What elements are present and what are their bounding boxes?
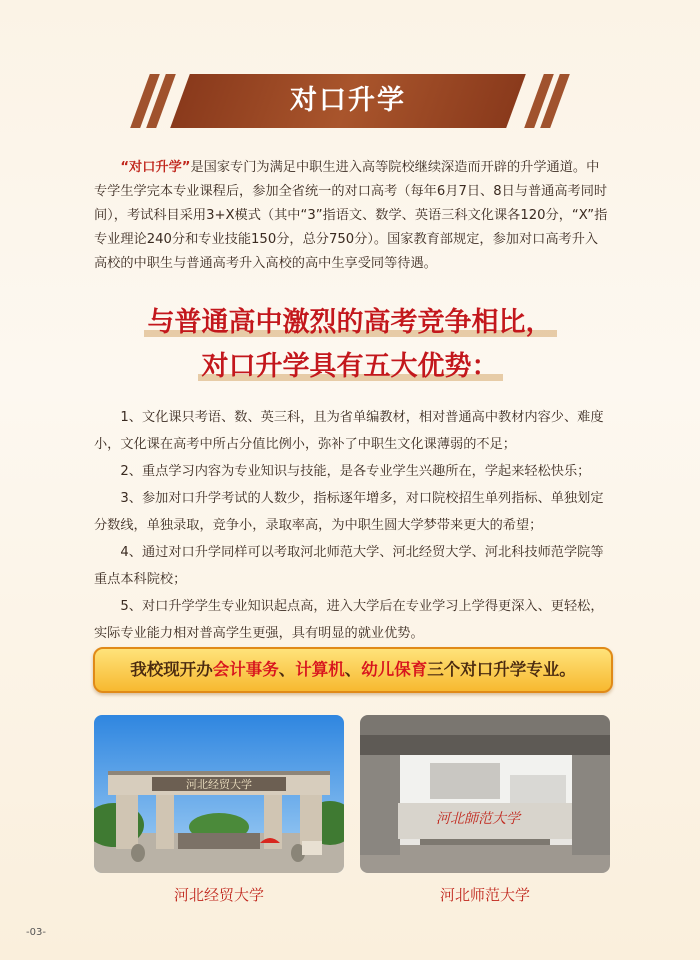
intro-paragraph <box>94 156 610 276</box>
advantage-item: 2、重点学习内容为专业知识与技能，是各专业学生兴趣所在，学起来轻松快乐； <box>120 464 591 479</box>
headline-text-2: 对口升学具有五大优势： <box>198 344 503 383</box>
majors-separator: 、 <box>344 660 362 679</box>
title-banner <box>140 74 560 128</box>
advantage-item: 5、对口升学学生专业知识起点高，进入大学后在专业学习上学得更深入、更轻松，实际专业能力相对普高学生更强，具有明显的就业优势。 <box>94 599 604 641</box>
advantage-item: 1、文化课只考语、数、英三科，且为省单编教材，相对普通高中教材内容少、难度小，文化课在高考中所占分值比例小，弥补了中职生文化课薄弱的不足； <box>94 410 604 452</box>
advantage-item: 3、参加对口升学考试的人数少，指标逐年增多，对口院校招生单列指标、单独划定分数线，单独录取，竞争小，录取率高，为中职生圆大学梦带来更大的希望； <box>94 491 604 533</box>
photo-caption: 河北经贸大学 <box>173 886 264 904</box>
photo-hebei-economics-university <box>94 715 344 873</box>
majors-separator: 、 <box>278 660 296 679</box>
headline-line-2 <box>0 344 700 383</box>
major-childcare: 幼儿保育 <box>361 660 428 679</box>
headline-text-1: 与普通高中激烈的高考竞争相比， <box>144 300 557 339</box>
advantages-list <box>94 404 610 647</box>
gate-sign-text: 河北師范大学 <box>436 811 520 827</box>
university-gate-illustration <box>94 715 344 873</box>
intro-text: 是国家专门为满足中职生进入高等院校继续深造而开辟的升学通道。中专学生学完本专业课程后，参加全省统一的对口高考（每年6月7日、8日与普通高考同时间），考试科目采用3+X模式（其中“3”指语文、数学、英语三科文化课各120分，“X”指专业理论240分和专业技能150分，总分750分）。国家教育部规定，参加对口高考升入高校的中职生与普通高考升入高校的高中生享受同等待遇。 <box>94 160 608 271</box>
majors-prefix: 我校现开办 <box>130 660 213 679</box>
page-title: 对口升学 <box>290 85 406 116</box>
intro-highlight: “对口升学” <box>120 160 191 175</box>
majors-suffix: 三个对口升学专业。 <box>427 660 576 679</box>
majors-callout <box>93 647 613 693</box>
major-computer: 计算机 <box>295 660 345 679</box>
major-accounting: 会计事务 <box>212 660 279 679</box>
university-gate-illustration <box>360 715 610 873</box>
headline-line-1 <box>0 300 700 339</box>
page-number: -03- <box>26 927 46 938</box>
photo-caption: 河北师范大学 <box>439 886 530 904</box>
photo-hebei-normal-university <box>360 715 610 873</box>
advantage-item: 4、通过对口升学同样可以考取河北师范大学、河北经贸大学、河北科技师范学院等重点本科院校； <box>94 545 604 587</box>
gate-sign-text: 河北经贸大学 <box>186 778 252 791</box>
